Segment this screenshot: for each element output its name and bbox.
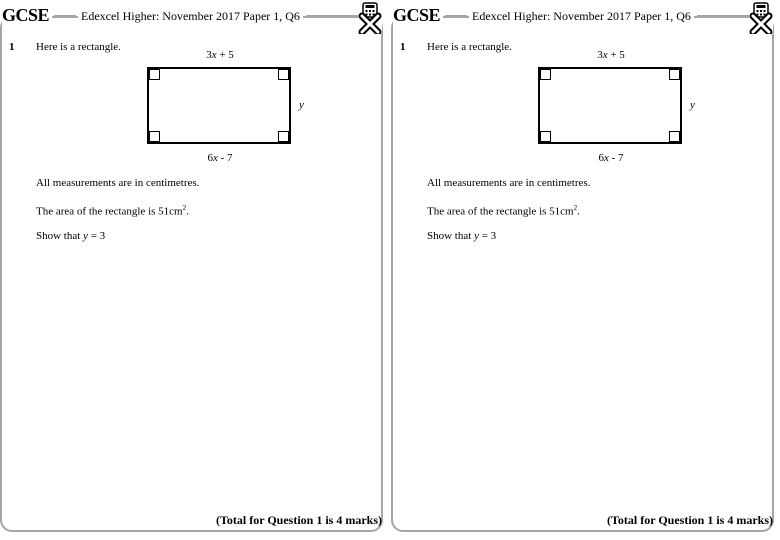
total-marks: (Total for Question 1 is 4 marks) bbox=[215, 513, 382, 527]
show-that-prompt: Show that y = 3 bbox=[427, 230, 497, 242]
right-angle-marker bbox=[149, 69, 160, 80]
right-angle-marker bbox=[278, 69, 289, 80]
no-calculator-icon bbox=[749, 2, 773, 34]
show-that-prompt: Show that y = 3 bbox=[36, 230, 106, 242]
rectangle-diagram bbox=[538, 67, 682, 144]
right-angle-marker bbox=[540, 131, 551, 142]
paper-title: Edexcel Higher: November 2017 Paper 1, Q6 bbox=[469, 9, 694, 23]
rectangle-side-label: y bbox=[690, 99, 695, 111]
header-rule-left bbox=[445, 15, 467, 17]
rectangle-side-label: y bbox=[299, 99, 304, 111]
measurement-note: All measurements are in centimetres. bbox=[36, 177, 200, 189]
right-angle-marker bbox=[149, 131, 160, 142]
rectangle-diagram bbox=[147, 67, 291, 144]
question-intro: Here is a rectangle. bbox=[427, 41, 512, 53]
worksheet-panel-right bbox=[391, 0, 780, 540]
right-angle-marker bbox=[278, 131, 289, 142]
rectangle-bottom-label: 6x - 7 bbox=[207, 152, 233, 164]
question-number: 1 bbox=[400, 41, 406, 53]
header-rule-right bbox=[306, 15, 358, 17]
question-intro: Here is a rectangle. bbox=[36, 41, 121, 53]
rectangle-top-label: 3x + 5 bbox=[597, 49, 625, 61]
area-statement: The area of the rectangle is $51cm^2$. bbox=[36, 204, 189, 218]
right-angle-marker bbox=[669, 69, 680, 80]
area-statement: The area of the rectangle is $51cm^2$. bbox=[427, 204, 580, 218]
right-angle-marker bbox=[669, 131, 680, 142]
right-angle-marker bbox=[540, 69, 551, 80]
gcse-brand: GCSE bbox=[393, 5, 443, 25]
rectangle-top-label: 3x + 5 bbox=[206, 49, 234, 61]
total-marks: (Total for Question 1 is 4 marks) bbox=[606, 513, 773, 527]
measurement-note: All measurements are in centimetres. bbox=[427, 177, 591, 189]
question-number: 1 bbox=[9, 41, 15, 53]
rectangle-bottom-label: 6x - 7 bbox=[598, 152, 624, 164]
header-rule-right bbox=[697, 15, 749, 17]
header-rule-left bbox=[54, 15, 76, 17]
paper-title: Edexcel Higher: November 2017 Paper 1, Q6 bbox=[78, 9, 303, 23]
gcse-brand: GCSE bbox=[2, 5, 52, 25]
no-calculator-icon bbox=[358, 2, 382, 34]
